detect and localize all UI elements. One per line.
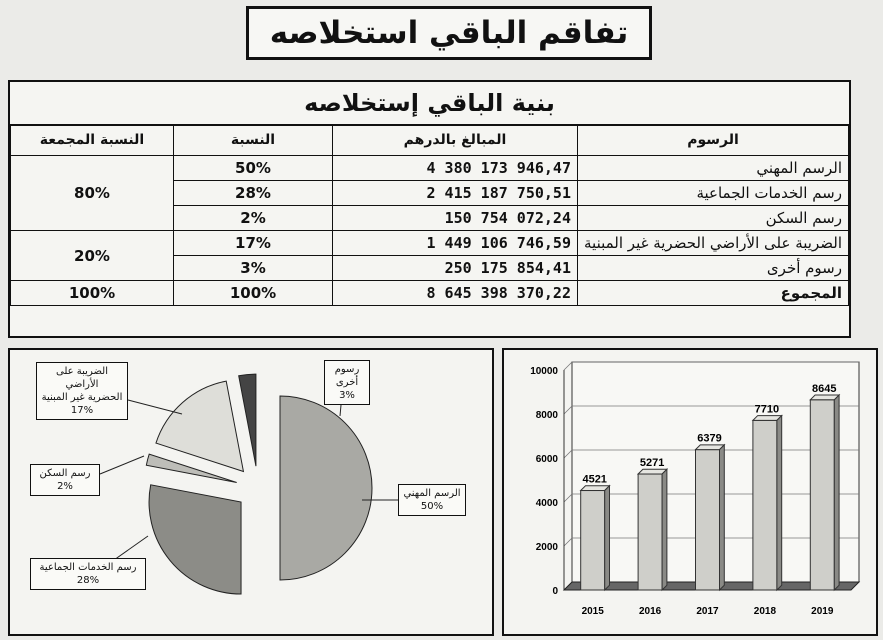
amount-cell: 2 415 187 750,51 (333, 181, 578, 206)
data-label: 6379 (697, 432, 722, 445)
pie-label-name: الضريبة على الأراضي (56, 366, 108, 390)
x-tick-label: 2019 (811, 606, 834, 617)
amount-cell: 250 175 854,41 (333, 256, 578, 281)
pie-leader-line (114, 536, 148, 560)
pie-chart-panel (8, 348, 494, 636)
percent-cell: 50% (174, 156, 333, 181)
col-percent: النسبة (174, 125, 333, 156)
percent-cell: 17% (174, 231, 333, 256)
table-row (11, 231, 849, 256)
grid-line (564, 406, 572, 414)
y-tick-label: 2000 (535, 542, 558, 553)
amount-cell: 150 754 072,24 (333, 206, 578, 231)
fee-cell: رسم الخدمات الجماعية (578, 181, 849, 206)
bar-chart-panel (502, 348, 878, 636)
bar-side (605, 486, 610, 590)
fee-cell: رسم السكن (578, 206, 849, 231)
bar (638, 474, 662, 590)
grid-line (564, 538, 572, 546)
pie-leader-line (128, 400, 182, 414)
pie-leader-line (100, 456, 144, 474)
pie-label-name: رسم الخدمات الجماعية (39, 562, 137, 573)
col-cumulative: النسبة المجمعة (11, 125, 174, 156)
bar-chart (504, 350, 876, 634)
fee-cell: الضريبة على الأراضي الحضرية غير المبنية (578, 231, 849, 256)
pie-label-value: 28% (76, 575, 100, 586)
data-label: 8645 (812, 382, 837, 395)
y-tick-label: 0 (552, 586, 558, 597)
grid-line (564, 362, 572, 370)
total-label: المجموع (578, 281, 849, 306)
cumulative-cell: 20% (11, 231, 174, 281)
fee-cell: الرسم المهني (578, 156, 849, 181)
percent-cell: 28% (174, 181, 333, 206)
total-row (11, 281, 849, 306)
pie-label-value: 2% (57, 481, 73, 492)
pie-label-name: رسوم أخرى (334, 364, 360, 388)
pie-label-name: الحضرية غير المبنية (41, 392, 123, 403)
pie-label-professional (398, 484, 466, 516)
bar (581, 491, 605, 590)
pie-label-services (30, 558, 146, 590)
pie-label-name: رسم السكن (39, 468, 91, 479)
bar (753, 420, 777, 590)
data-table (10, 124, 849, 306)
fee-cell: رسوم أخرى (578, 256, 849, 281)
col-fees: الرسوم (578, 125, 849, 156)
bar-side (834, 395, 839, 590)
pie-label-value: 3% (339, 390, 355, 401)
amount-cell: 4 380 173 946,47 (333, 156, 578, 181)
pie-slice (149, 485, 241, 594)
x-tick-label: 2016 (638, 606, 662, 617)
percent-cell: 2% (174, 206, 333, 231)
bar (696, 450, 720, 590)
bar-side (662, 469, 667, 590)
total-percent: 100% (174, 281, 333, 306)
table-row (11, 156, 849, 181)
data-label: 4521 (582, 473, 607, 486)
pie-slice (280, 396, 372, 580)
pie-slice (239, 374, 256, 466)
data-label: 7710 (754, 403, 780, 416)
data-label: 5271 (639, 457, 665, 470)
pie-label-name: الرسم المهني (403, 488, 461, 499)
x-tick-label: 2017 (696, 606, 719, 617)
percent-cell: 3% (174, 256, 333, 281)
table-header-row (11, 125, 849, 156)
bar-side (720, 445, 725, 590)
y-tick-label: 4000 (535, 498, 558, 509)
grid-line (564, 494, 572, 502)
col-amount: المبالغ بالدرهم (333, 125, 578, 156)
pie-slice (156, 381, 243, 471)
pie-label-other (324, 360, 370, 405)
y-tick-label: 8000 (535, 410, 558, 421)
x-tick-label: 2018 (753, 606, 777, 617)
y-tick-label: 6000 (535, 454, 558, 465)
pie-label-value: 50% (420, 501, 444, 512)
amount-cell: 1 449 106 746,59 (333, 231, 578, 256)
y-tick-label: 10000 (530, 366, 558, 377)
pie-label-land-tax (36, 362, 128, 420)
cumulative-cell: 80% (11, 156, 174, 231)
pie-label-housing (30, 464, 100, 496)
total-amount: 8 645 398 370,22 (333, 281, 578, 306)
bar-side (777, 416, 782, 590)
grid-line (564, 450, 572, 458)
total-cumulative: 100% (11, 281, 174, 306)
pie-label-value: 17% (70, 405, 94, 416)
structure-table (8, 80, 851, 338)
table-heading: بنية الباقي إستخلاصه (10, 82, 849, 126)
bar (810, 400, 834, 590)
page-title: تفاقم الباقي استخلاصه (246, 6, 652, 60)
x-tick-label: 2015 (581, 606, 604, 617)
